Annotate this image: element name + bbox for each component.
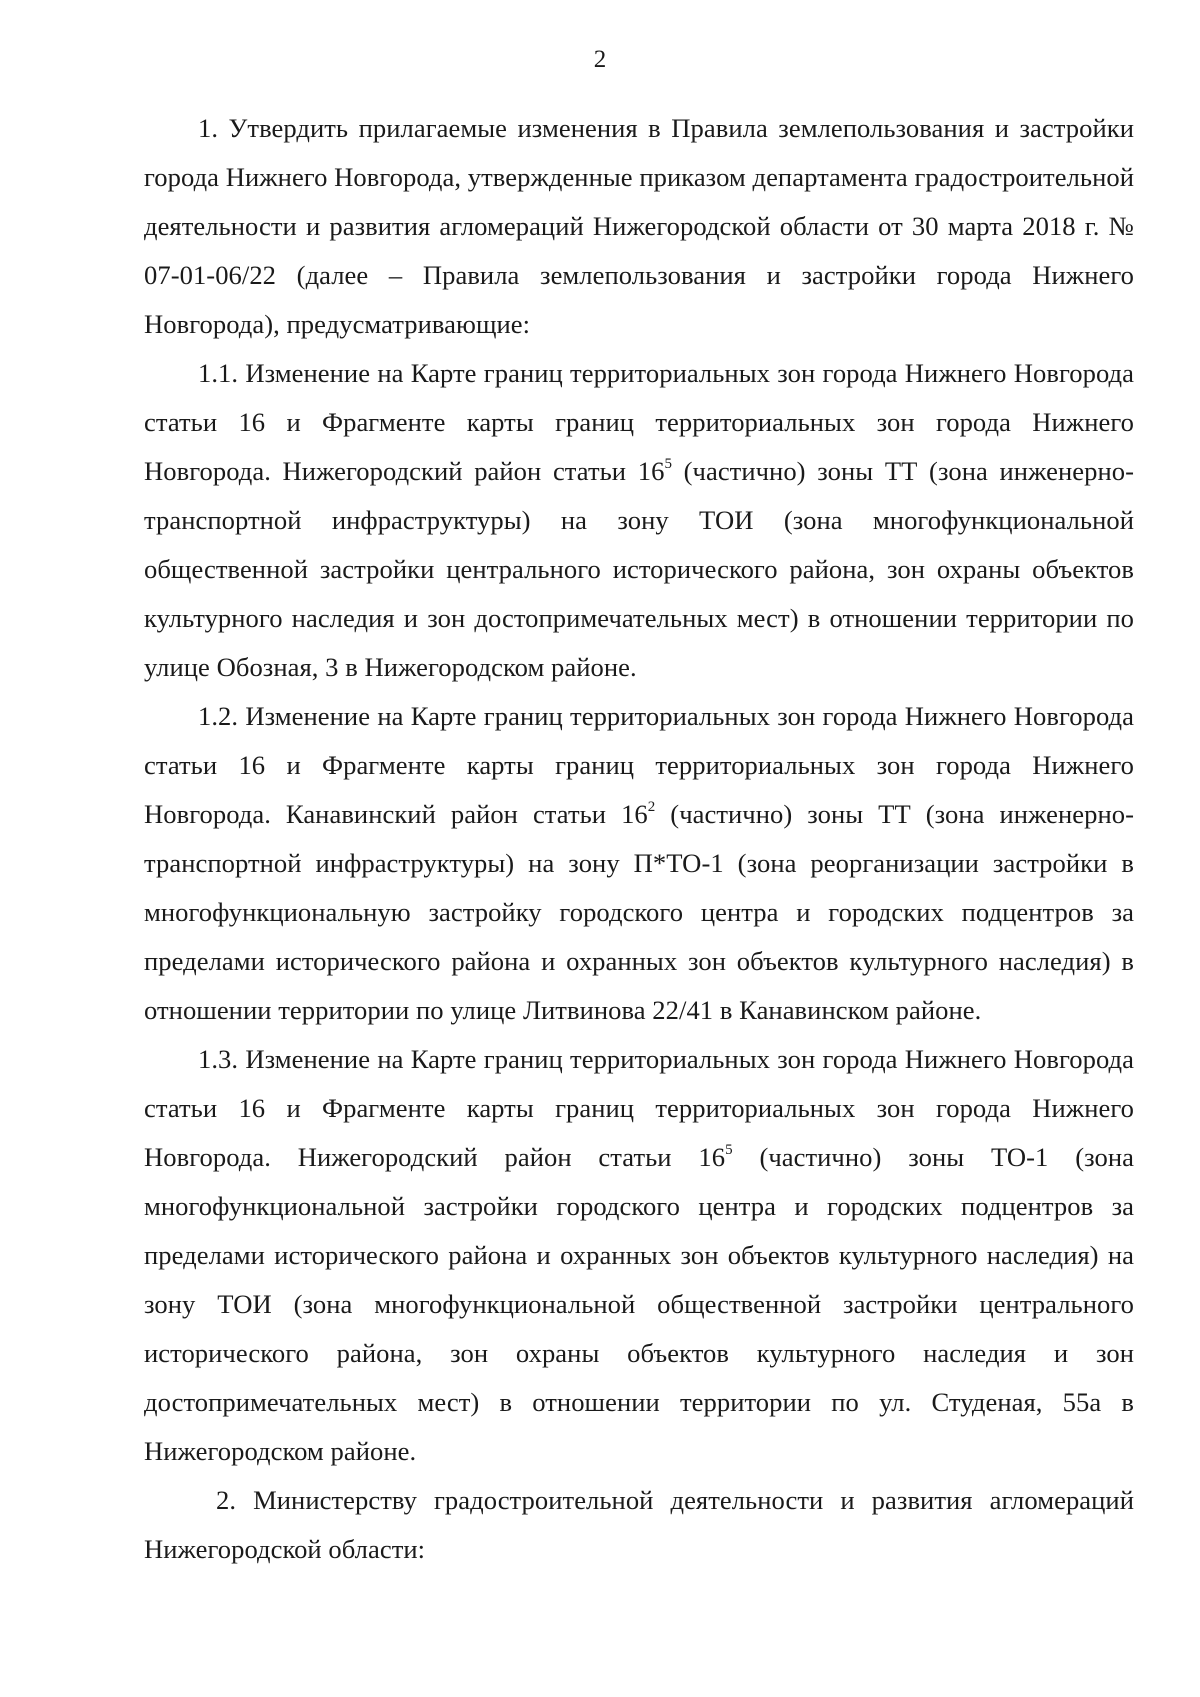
page-number: 2 — [593, 46, 607, 73]
paragraph-1-3-text-start: 1.3. Изменение на Карте границ территориальных зон города Нижнего Новгорода статьи 16 и Фрагменте карты границ территориальных зон города Нижнего Новгорода. Нижегородский район статьи 16 — [144, 1044, 1134, 1172]
article-superscript: 5 — [664, 456, 672, 473]
document-body — [144, 104, 1134, 1574]
paragraph-2: 2. Министерству градостроительной деятельности и развития агломераций Нижегородской области: — [144, 1485, 1134, 1564]
paragraph-1-2-text-start: 1.2. Изменение на Карте границ территориальных зон города Нижнего Новгорода статьи 16 и Фрагменте карты границ территориальных зон города Нижнего Новгорода. Канавинский район статьи 16 — [144, 701, 1134, 829]
paragraph-1-2-text-end: (частично) зоны ТТ (зона инженерно-транспортной инфраструктуры) на зону П*ТО-1 (зона реорганизации застройки в многофункциональную застройку городского центра и городских подцентров за пределами исторического района и охранных зон объектов культурного наследия) в отношении территории по улице Литвинова 22/41 в Канавинском районе. — [144, 799, 1134, 1025]
paragraph-1-1-text-start: 1.1. Изменение на Карте границ территориальных зон города Нижнего Новгорода статьи 16 и Фрагменте карты границ территориальных зон города Нижнего Новгорода. Нижегородский район статьи 16 — [144, 358, 1134, 486]
paragraph-1-2 — [144, 692, 1134, 1035]
paragraph-1-3-text-end: (частично) зоны ТО-1 (зона многофункциональной застройки городского центра и городских подцентров за пределами исторического района и охранных зон объектов культурного наследия) на зону ТОИ (зона многофункциональной общественной застройки центрального исторического района, зон охраны объектов культурного наследия и зон достопримечательных мест) в отношении территории по ул. Студеная, 55а в Нижегородском районе. — [144, 1142, 1134, 1466]
article-superscript: 2 — [647, 799, 656, 816]
paragraph-1: 1. Утвердить прилагаемые изменения в Правила землепользования и застройки города Нижнего Новгорода, утвержденные приказом департамента градостроительной деятельности и развития агломераций Нижегородской области от 30 марта 2018 г. № 07-01-06/22 (далее – Правила землепользования и застройки города Нижнего Новгорода), предусматривающие: — [144, 113, 1134, 339]
article-superscript: 5 — [725, 1142, 733, 1159]
paragraph-1-3 — [144, 1035, 1134, 1476]
paragraph-1-1-text-end: (частично) зоны ТТ (зона инженерно-транспортной инфраструктуры) на зону ТОИ (зона многофункциональной общественной застройки центрального исторического района, зон охраны объектов культурного наследия и зон достопримечательных мест) в отношении территории по улице Обозная, 3 в Нижегородском районе. — [144, 456, 1134, 682]
paragraph-1-1 — [144, 349, 1134, 692]
